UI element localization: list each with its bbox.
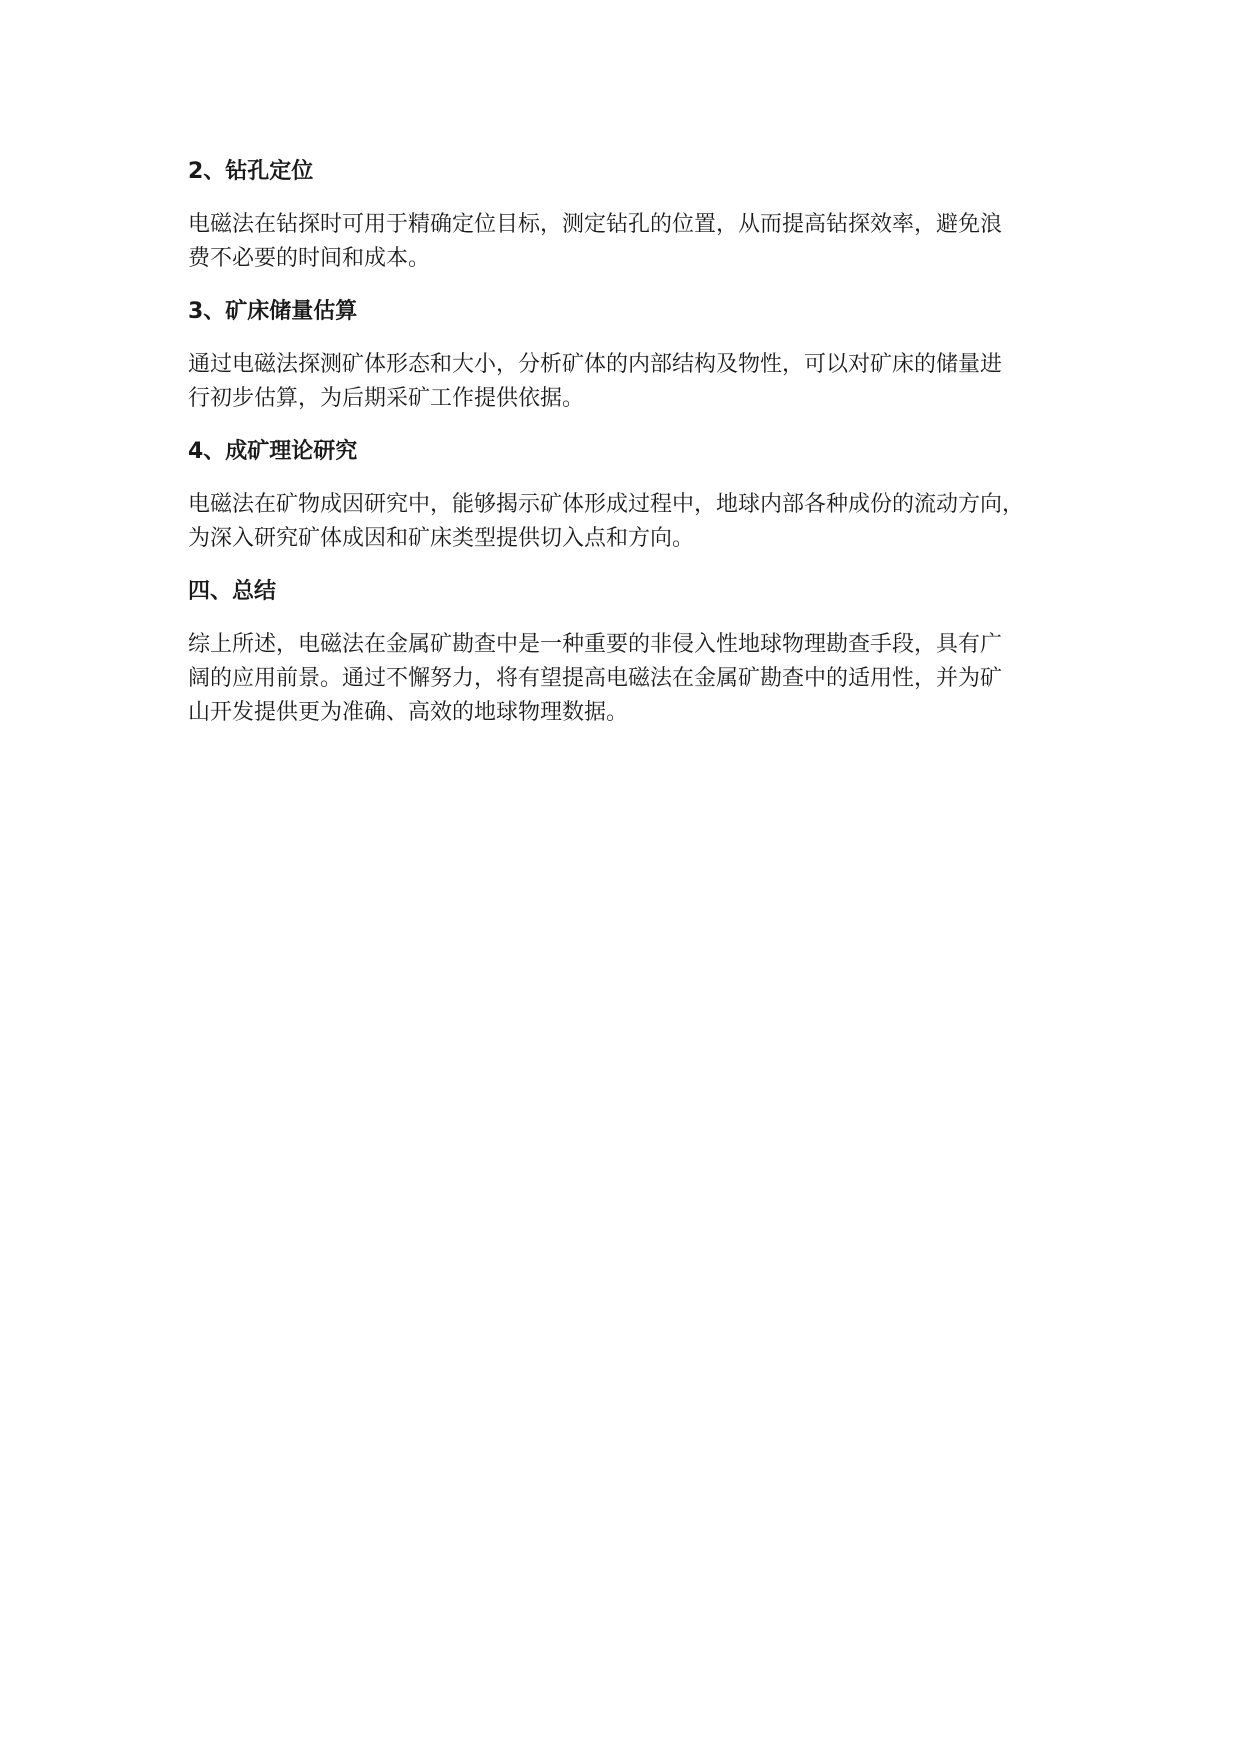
section-paragraph-mineralization-theory	[188, 488, 1088, 556]
section-heading-drilling-positioning: 2、钻孔定位	[188, 159, 314, 184]
section-heading-mineralization-theory: 4、成矿理论研究	[188, 439, 358, 464]
paragraph-line: 费不必要的时间和成本。	[188, 246, 431, 271]
paragraph-line: 为深入研究矿体成因和矿床类型提供切入点和方向。	[188, 526, 695, 551]
paragraph-line: 阔的应用前景。通过不懈努力，将有望提高电磁法在金属矿勘查中的适用性，并为矿	[188, 666, 1003, 691]
paragraph-line: 电磁法在矿物成因研究中，能够揭示矿体形成过程中，地球内部各种成份的流动方向，	[188, 492, 1025, 517]
section-paragraph-reserve-estimation	[188, 348, 1088, 416]
paragraph-line: 山开发提供更为准确、高效的地球物理数据。	[188, 700, 629, 725]
document-body	[188, 155, 1088, 749]
section-heading-summary: 四、总结	[188, 579, 277, 604]
paragraph-line: 电磁法在钻探时可用于精确定位目标，测定钻孔的位置，从而提高钻探效率，避免浪	[188, 212, 1003, 237]
section-heading-reserve-estimation: 3、矿床储量估算	[188, 299, 358, 324]
paragraph-line: 通过电磁法探测矿体形态和大小，分析矿体的内部结构及物性，可以对矿床的储量进	[188, 352, 1003, 377]
paragraph-line: 行初步估算，为后期采矿工作提供依据。	[188, 386, 585, 411]
section-paragraph-drilling-positioning	[188, 208, 1088, 276]
section-paragraph-summary	[188, 628, 1088, 730]
paragraph-line: 综上所述，电磁法在金属矿勘查中是一种重要的非侵入性地球物理勘查手段，具有广	[188, 632, 1003, 657]
